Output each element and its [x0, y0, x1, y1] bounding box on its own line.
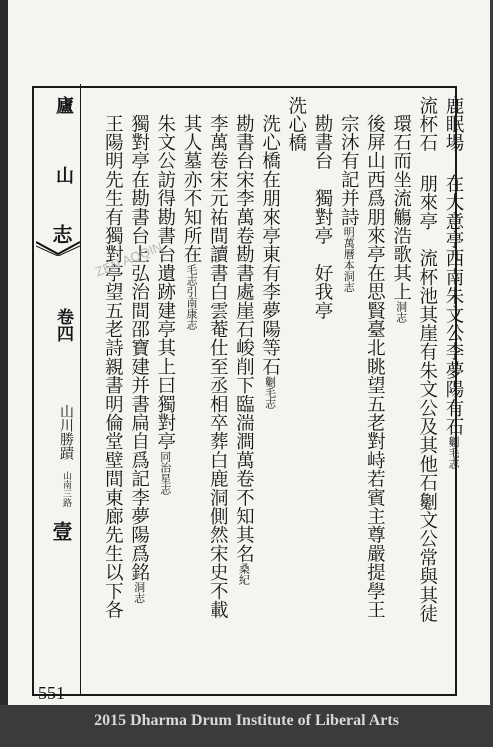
- text-column: [414, 96, 440, 686]
- entry-heading: 洗心橋: [285, 96, 307, 153]
- source-note: 桑紀: [237, 562, 251, 585]
- text-column: [257, 96, 283, 686]
- text-column: [388, 96, 414, 686]
- source-note: 劖毛志: [263, 375, 277, 409]
- entry-text: 後屏山西爲朋來亭在思賢臺北眺望五老對峙若賓主尊嚴提學王: [364, 114, 386, 619]
- text-column: [178, 96, 204, 686]
- entry-text: 其人墓亦不知所在: [181, 114, 202, 264]
- entry-text: 獨對亭在勘書台上弘治間邵寶建并書扁自爲記李夢陽爲銘: [128, 114, 150, 582]
- entry-text: 宗沐有記并詩: [338, 114, 360, 227]
- source-note: 同治星志: [158, 450, 172, 495]
- banner-title-1: 廬: [53, 96, 74, 114]
- entry-text: 朋來亭 流杯池其崖有朱文公及其他石劖文公常與其徒: [416, 174, 438, 623]
- source-note: 明萬曆本洞志: [342, 226, 356, 293]
- entry-heading: 鹿眠場: [443, 96, 464, 153]
- banner-section-title: 山川勝蹟: [58, 404, 74, 460]
- entry-text: 洗心橋在朋來亭東有李夢陽等石: [259, 114, 281, 376]
- banner-section-sub: 山南三路: [61, 470, 71, 507]
- scan-edge-left: [0, 0, 8, 747]
- text-column: [440, 96, 466, 686]
- text-column: [283, 96, 309, 686]
- source-note: 洞志: [132, 581, 146, 604]
- page-banner: [36, 96, 76, 686]
- footer-copyright: 2015 Dharma Drum Institute of Liberal Arts: [94, 712, 399, 729]
- text-column: [152, 96, 178, 686]
- banner-title-2: 山: [53, 166, 74, 184]
- entry-text: 李萬卷宋元祐間讀書白雲菴仕至丞相卒葬白鹿洞側然宋史不載: [207, 114, 229, 619]
- entry-text: 在大意亭西南朱文公李夢陽有石: [443, 174, 464, 436]
- text-column: [126, 96, 152, 686]
- banner-section: [36, 404, 76, 507]
- entry-text: 勘書台 獨對亭 好我亭: [312, 114, 333, 320]
- text-column: [99, 96, 125, 686]
- source-note: 毛志引南康志: [185, 263, 198, 330]
- entry-heading: 流杯石: [416, 96, 438, 153]
- page-number: 551: [38, 683, 65, 703]
- fish-tail-icon: [36, 240, 80, 256]
- source-note: 劖毛志: [447, 435, 460, 469]
- banner-title-3: 志: [49, 224, 73, 244]
- text-column: [204, 96, 230, 686]
- entry-text: 朱文公訪得勘書台遺跡建亭其上曰獨對亭: [154, 114, 176, 451]
- entry-text: 環石而坐流觴浩歌其上: [390, 114, 412, 301]
- text-column: [230, 96, 256, 686]
- banner-divider: [80, 84, 81, 694]
- text-column: [335, 96, 361, 686]
- text-column: [309, 96, 335, 686]
- watermark-text: ZEN AOQIN: [93, 238, 165, 280]
- banner-bottom-char: 壹: [49, 521, 73, 541]
- text-column: [361, 96, 387, 686]
- entry-text: 王陽明先生有獨對亭望五老詩親書明倫堂壁間東廊先生以下各: [102, 114, 124, 619]
- source-note: 洞志: [394, 301, 408, 323]
- banner-volume: 卷四: [53, 308, 73, 342]
- entry-text: 勘書台宋李萬卷勘書處崖石峻削下臨湍澗萬卷不知其名: [233, 114, 255, 563]
